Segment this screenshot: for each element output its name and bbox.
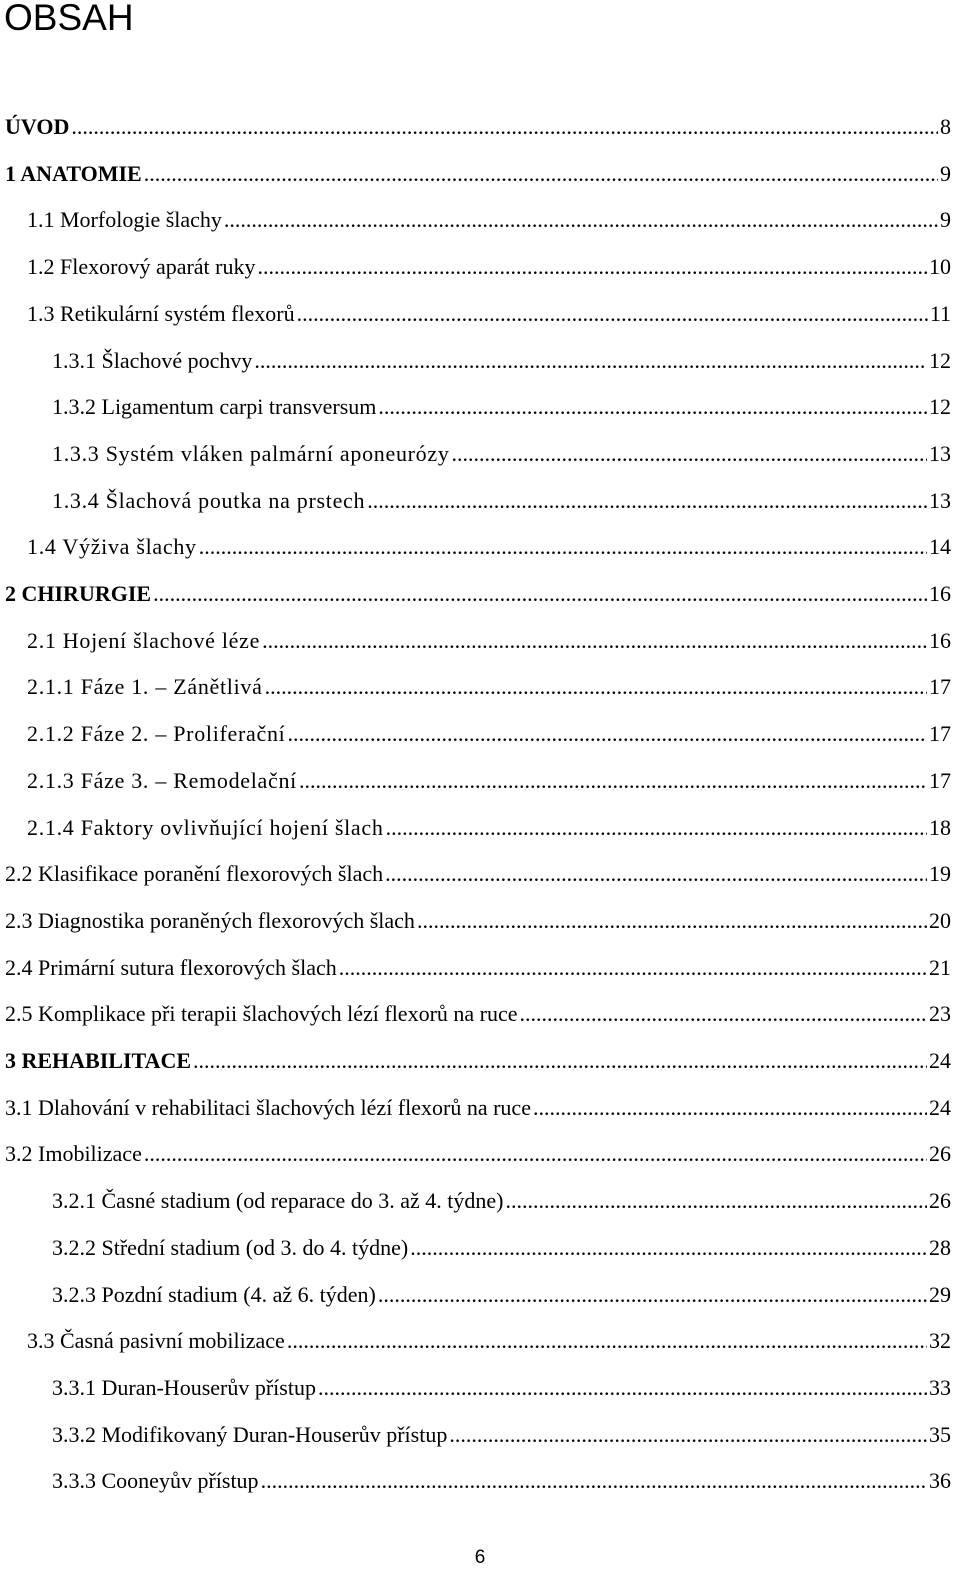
toc-entry-page: 36 — [929, 1468, 951, 1493]
toc-entry-page: 23 — [929, 1001, 951, 1026]
toc-dot-leader — [299, 766, 927, 796]
toc-entry[interactable] — [0, 346, 951, 376]
toc-dot-leader — [385, 859, 927, 889]
toc-entry[interactable] — [0, 299, 951, 329]
toc-entry[interactable] — [0, 766, 951, 796]
toc-entry-title: 1.3.2 Ligamentum carpi transversum — [52, 394, 377, 419]
toc-entry-title: 3.2.2 Střední stadium (od 3. do 4. týdne) — [52, 1235, 409, 1260]
toc-dot-leader — [199, 532, 927, 562]
toc-entry-page: 28 — [929, 1235, 951, 1260]
toc-entry[interactable] — [0, 953, 951, 983]
toc-entry[interactable] — [0, 205, 951, 235]
toc-dot-leader — [193, 1046, 927, 1076]
toc-entry-title: 2.3 Diagnostika poraněných flexorových šlach — [5, 908, 415, 933]
toc-entry-title: 2.1.4 Faktory ovlivňující hojení šlach — [27, 815, 384, 840]
toc-entry[interactable] — [0, 532, 951, 562]
toc-entry-page: 35 — [929, 1422, 951, 1447]
toc-entry-page: 14 — [929, 534, 951, 559]
toc-entry-page: 12 — [929, 348, 951, 373]
toc-entry[interactable] — [0, 112, 951, 142]
toc-dot-leader — [297, 299, 928, 329]
toc-entry-title: 1.3.1 Šlachové pochvy — [52, 348, 253, 373]
toc-entry-title: 3.2.1 Časné stadium (od reparace do 3. až 4. týdne) — [52, 1188, 504, 1213]
toc-entry-page: 18 — [929, 815, 951, 840]
toc-entry-title: 2.2 Klasifikace poranění flexorových šlach — [5, 861, 384, 886]
toc-entry-page: 17 — [929, 768, 951, 793]
toc-dot-leader — [417, 906, 927, 936]
toc-entry-title: 3.3.3 Cooneyův přístup — [52, 1468, 259, 1493]
toc-entry-title: 3.3.1 Duran-Houserův přístup — [52, 1375, 316, 1400]
toc-dot-leader — [533, 1093, 927, 1123]
toc-entry-title: 1.2 Flexorový aparát ruky — [27, 254, 256, 279]
toc-entry[interactable] — [0, 1046, 951, 1076]
toc-entry-page: 16 — [929, 581, 951, 606]
toc-entry[interactable] — [0, 579, 951, 609]
toc-entry-title: 1.1 Morfologie šlachy — [27, 207, 222, 232]
toc-dot-leader — [144, 1139, 927, 1169]
toc-entry[interactable] — [0, 999, 951, 1029]
toc-entry-page: 24 — [929, 1048, 951, 1073]
toc-entry[interactable] — [0, 1280, 951, 1310]
toc-entry[interactable] — [0, 1186, 951, 1216]
toc-entry-page: 9 — [940, 207, 951, 232]
toc-entry-page: 9 — [940, 161, 951, 186]
toc-dot-leader — [258, 252, 928, 282]
toc-entry-title: 1.3.4 Šlachová poutka na prstech — [52, 488, 366, 513]
toc-entry-page: 17 — [929, 674, 951, 699]
toc-dot-leader — [378, 1280, 927, 1310]
toc-entry-title: 2 CHIRURGIE — [5, 581, 152, 606]
toc-entry-title: 3.2 Imobilizace — [5, 1141, 142, 1166]
toc-entry-page: 12 — [929, 394, 951, 419]
toc-entry-page: 33 — [929, 1375, 951, 1400]
toc-dot-leader — [410, 1233, 927, 1263]
toc-entry[interactable] — [0, 906, 951, 936]
toc-dot-leader — [449, 1420, 927, 1450]
toc-entry-page: 17 — [929, 721, 951, 746]
toc-dot-leader — [287, 1326, 927, 1356]
toc-dot-leader — [339, 953, 927, 983]
toc-dot-leader — [254, 346, 927, 376]
toc-entry[interactable] — [0, 859, 951, 889]
toc-dot-leader — [318, 1373, 927, 1403]
toc-entry-title: 2.1.1 Fáze 1. – Zánětlivá — [27, 674, 263, 699]
toc-dot-leader — [261, 1466, 927, 1496]
toc-entry-page: 16 — [929, 628, 951, 653]
toc-entry-title: ÚVOD — [5, 114, 70, 139]
toc-entry-page: 13 — [929, 441, 951, 466]
toc-entry-page: 13 — [929, 488, 951, 513]
toc-entry-title: 1 ANATOMIE — [5, 161, 142, 186]
toc-entry[interactable] — [0, 1420, 951, 1450]
toc-dot-leader — [367, 486, 927, 516]
toc-dot-leader — [452, 439, 927, 469]
toc-entry-page: 26 — [929, 1188, 951, 1213]
toc-entry-page: 29 — [929, 1282, 951, 1307]
toc-entry[interactable] — [0, 252, 951, 282]
toc-entry-page: 20 — [929, 908, 951, 933]
toc-entry-page: 24 — [929, 1095, 951, 1120]
toc-dot-leader — [144, 159, 938, 189]
toc-entry[interactable] — [0, 392, 951, 422]
toc-entry[interactable] — [0, 1093, 951, 1123]
toc-entry-page: 10 — [929, 254, 951, 279]
toc-entry[interactable] — [0, 159, 951, 189]
toc-entry-title: 3.3 Časná pasivní mobilizace — [27, 1328, 285, 1353]
toc-entry[interactable] — [0, 719, 951, 749]
toc-entry[interactable] — [0, 486, 951, 516]
toc-entry[interactable] — [0, 672, 951, 702]
toc-entry[interactable] — [0, 1373, 951, 1403]
toc-entry-title: 2.4 Primární sutura flexorových šlach — [5, 955, 337, 980]
toc-entry[interactable] — [0, 813, 951, 843]
toc-entry-title: 2.5 Komplikace při terapii šlachových lézí flexorů na ruce — [5, 1001, 518, 1026]
toc-dot-leader — [265, 672, 927, 702]
toc-entry-title: 1.4 Výživa šlachy — [27, 534, 197, 559]
toc-dot-leader — [71, 112, 938, 142]
toc-entry[interactable] — [0, 439, 951, 469]
toc-entry-title: 1.3.3 Systém vláken palmární aponeurózy — [52, 441, 450, 466]
toc-dot-leader — [386, 813, 927, 843]
toc-dot-leader — [378, 392, 927, 422]
toc-dot-leader — [153, 579, 927, 609]
toc-entry[interactable] — [0, 1233, 951, 1263]
toc-entry[interactable] — [0, 626, 951, 656]
toc-entry-title: 2.1.2 Fáze 2. – Proliferační — [27, 721, 286, 746]
toc-entry[interactable] — [0, 1139, 951, 1169]
toc-dot-leader — [287, 719, 927, 749]
toc-entry-title: 3.3.2 Modifikovaný Duran-Houserův přístup — [52, 1422, 448, 1447]
toc-entry-title: 3.1 Dlahování v rehabilitaci šlachových lézí flexorů na ruce — [5, 1095, 531, 1120]
toc-entry[interactable] — [0, 1326, 951, 1356]
toc-dot-leader — [224, 205, 938, 235]
toc-entry-title: 2.1.3 Fáze 3. – Remodelační — [27, 768, 297, 793]
toc-dot-leader — [520, 999, 927, 1029]
toc-entry-page: 26 — [929, 1141, 951, 1166]
toc-entry-page: 32 — [929, 1328, 951, 1353]
toc-entry-page: 11 — [929, 301, 951, 326]
toc-dot-leader — [262, 626, 927, 656]
toc-entry-title: 3.2.3 Pozdní stadium (4. až 6. týden) — [52, 1282, 376, 1307]
toc-entry-page: 19 — [929, 861, 951, 886]
toc-entry-title: 2.1 Hojení šlachové léze — [27, 628, 261, 653]
toc-entry[interactable] — [0, 1466, 951, 1496]
toc-entry-page: 21 — [929, 955, 951, 980]
page-title: OBSAH — [4, 0, 134, 38]
page-number: 6 — [474, 1547, 486, 1568]
toc-entry-title: 1.3 Retikulární systém flexorů — [27, 301, 295, 326]
toc-dot-leader — [505, 1186, 927, 1216]
toc-entry-page: 8 — [940, 114, 951, 139]
toc-entry-title: 3 REHABILITACE — [5, 1048, 192, 1073]
